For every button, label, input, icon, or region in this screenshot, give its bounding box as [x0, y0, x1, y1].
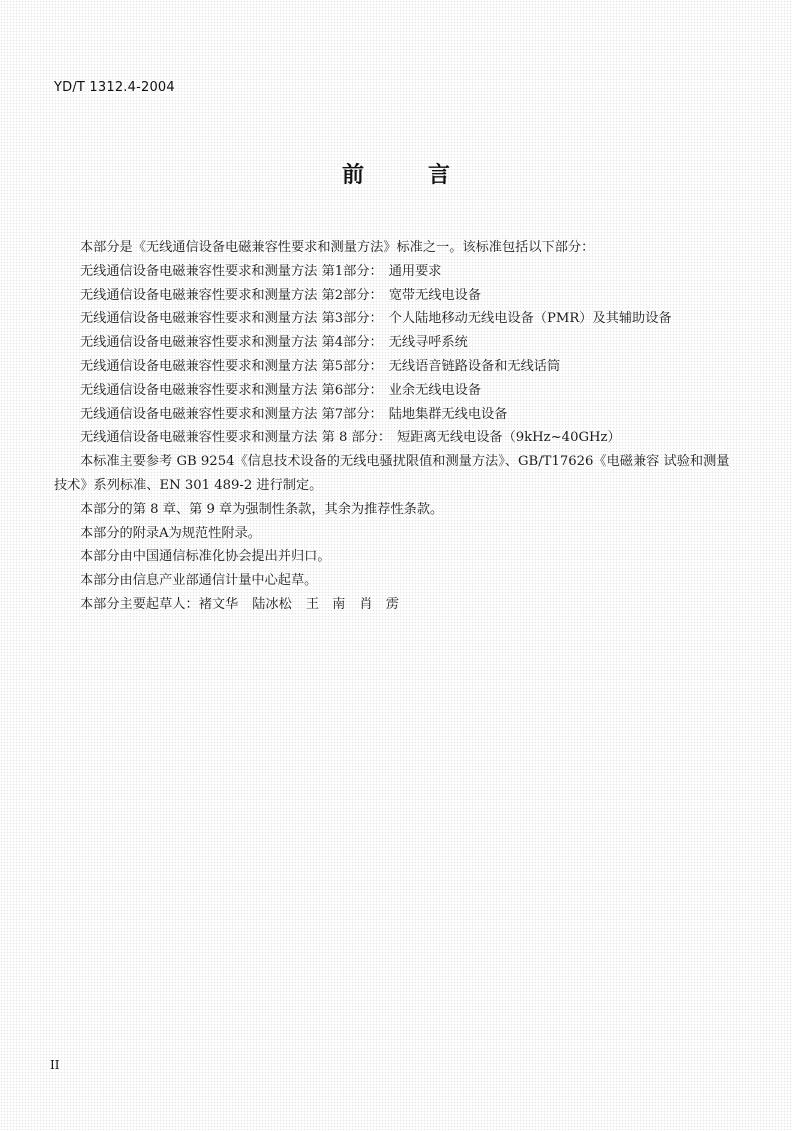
part-number: 第 8 部分： [321, 430, 392, 446]
page-number: II [50, 1058, 60, 1072]
parts-list [54, 260, 734, 450]
part-name: 个人陆地移动无线电设备（PMR）及其辅助设备 [388, 311, 672, 327]
part-row [54, 284, 734, 308]
title-char-2: 言 [428, 163, 451, 188]
part-row [54, 403, 734, 427]
title-char-1: 前 [341, 163, 364, 188]
standard-number: YD/T 1312.4-2004 [54, 80, 175, 95]
part-number: 第7部分： [321, 406, 383, 422]
part-name: 短距离无线电设备（9kHz~40GHz） [397, 430, 621, 446]
drafter-name: 肖 雳 [359, 596, 399, 612]
foreword-body [54, 236, 734, 617]
part-name: 无线寻呼系统 [388, 335, 468, 351]
series-title: 无线通信设备电磁兼容性要求和测量方法 [80, 287, 318, 303]
part-row [54, 260, 734, 284]
annex-paragraph: 本部分的附录A为规范性附录。 [80, 525, 261, 541]
series-title: 无线通信设备电磁兼容性要求和测量方法 [80, 311, 318, 327]
drafter-name: 陆冰松 [252, 596, 292, 612]
part-row [54, 426, 734, 450]
part-row [54, 307, 734, 331]
part-name: 陆地集群无线电设备 [388, 406, 508, 422]
drafter-name: 王 南 [305, 596, 346, 612]
series-title: 无线通信设备电磁兼容性要求和测量方法 [80, 263, 318, 279]
series-title: 无线通信设备电磁兼容性要求和测量方法 [80, 430, 318, 446]
drafter-name: 褚文华 [198, 596, 239, 612]
part-number: 第2部分： [321, 287, 383, 303]
part-name: 无线语音链路设备和无线话筒 [388, 358, 561, 374]
mandatory-clause-paragraph: 本部分的第 8 章、第 9 章为强制性条款，其余为推荐性条款。 [80, 501, 444, 517]
part-number: 第6部分： [321, 382, 383, 398]
series-title: 无线通信设备电磁兼容性要求和测量方法 [80, 358, 318, 374]
intro-paragraph: 本部分是《无线通信设备电磁兼容性要求和测量方法》标准之一。该标准包括以下部分： [80, 240, 595, 255]
part-row [54, 379, 734, 403]
part-number: 第5部分： [321, 358, 383, 374]
part-name: 通用要求 [388, 263, 442, 279]
part-name: 业余无线电设备 [388, 382, 482, 398]
proposer-paragraph: 本部分由中国通信标准化协会提出并归口。 [80, 549, 331, 565]
drafters-label: 本部分主要起草人： [80, 596, 199, 612]
part-name: 宽带无线电设备 [388, 287, 482, 303]
drafting-org-paragraph: 本部分由信息产业部通信计量中心起草。 [80, 573, 318, 589]
part-number: 第1部分： [321, 263, 383, 279]
part-number: 第4部分： [321, 335, 383, 351]
page-title [0, 158, 792, 189]
series-title: 无线通信设备电磁兼容性要求和测量方法 [80, 406, 318, 422]
drafters-paragraph [54, 593, 734, 617]
reference-paragraph: 本标准主要参考 GB 9254《信息技术设备的无线电骚扰限值和测量方法》、GB/T17626《电磁兼容 试验和测量技术》系列标准、EN 301 489-2 进行制定。 [54, 454, 730, 493]
part-row [54, 355, 734, 379]
series-title: 无线通信设备电磁兼容性要求和测量方法 [80, 335, 318, 351]
part-number: 第3部分： [321, 311, 383, 327]
part-row [54, 331, 734, 355]
series-title: 无线通信设备电磁兼容性要求和测量方法 [80, 382, 318, 398]
